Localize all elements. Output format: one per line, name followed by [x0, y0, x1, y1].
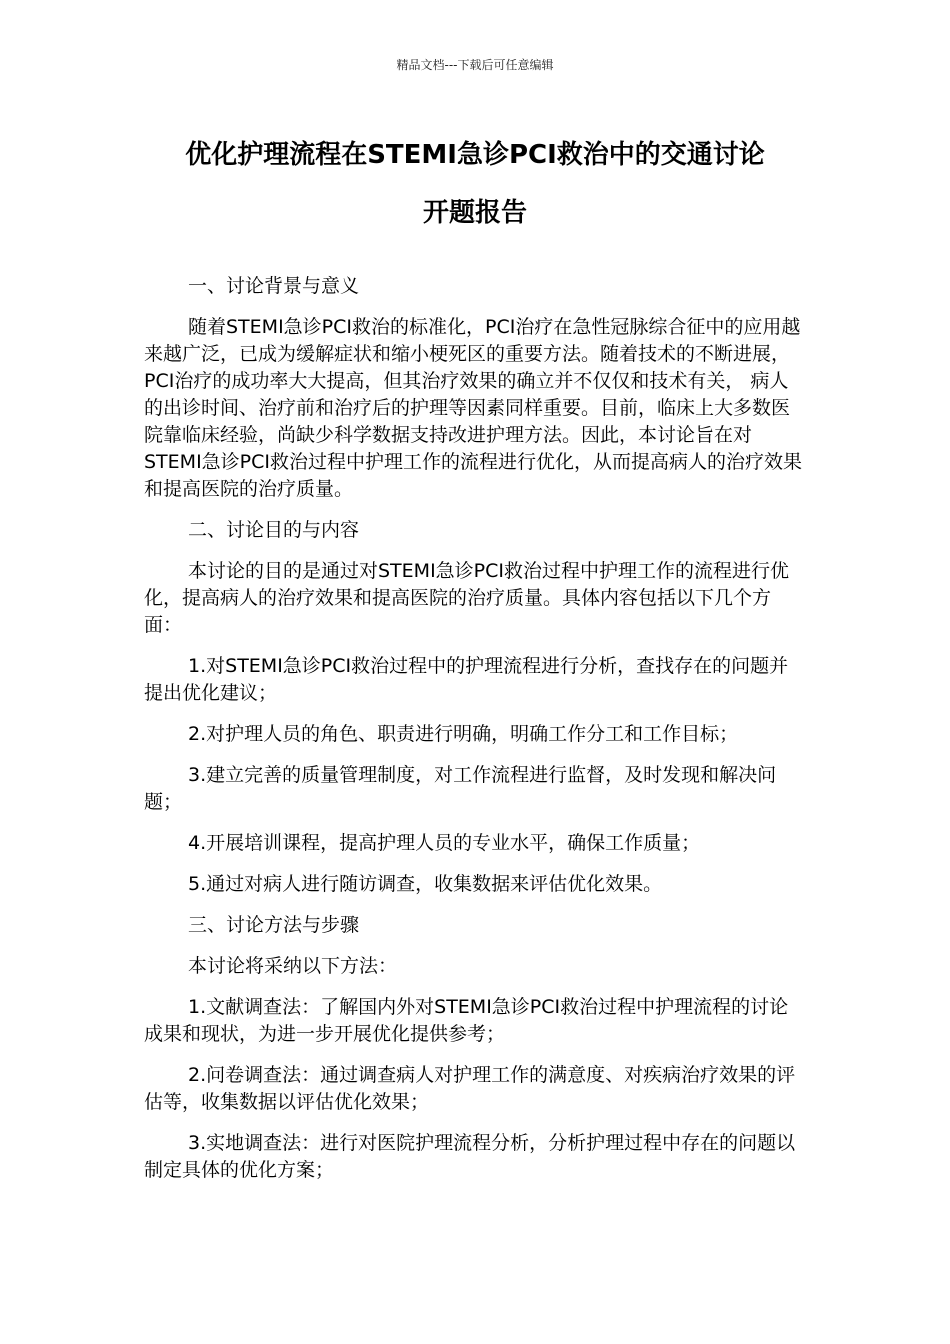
list-item-objective-1: 1.对STEMI急诊PCI救治过程中的护理流程进行分析，查找存在的问题并提出优化建议；	[144, 655, 789, 704]
document-title-line-2: 开题报告	[422, 198, 527, 228]
list-item-objective-4: 4.开展培训课程，提高护理人员的专业水平，确保工作质量；	[188, 832, 701, 854]
section-heading-background: 一、讨论背景与意义	[188, 275, 360, 297]
page-header: 精品文档---下载后可任意编辑	[396, 58, 554, 72]
list-item-objective-5: 5.通过对病人进行随访调查，收集数据来评估优化效果。	[188, 873, 663, 895]
section-heading-objectives: 二、讨论目的与内容	[188, 519, 360, 541]
paragraph-methods-intro: 本讨论将采纳以下方法：	[188, 955, 398, 977]
document-title-line-1: 优化护理流程在STEMI急诊PCI救治中的交通讨论	[185, 140, 765, 170]
paragraph-objectives-intro: 本讨论的目的是通过对STEMI急诊PCI救治过程中护理工作的流程进行优化，提高病人的治疗效果和提高医院的治疗质量。具体内容包括以下几个方面：	[144, 560, 789, 636]
list-item-objective-3: 3.建立完善的质量管理制度，对工作流程进行监督，及时发现和解决问题；	[144, 764, 777, 813]
list-item-method-3: 3.实地调查法：进行对医院护理流程分析，分析护理过程中存在的问题以制定具体的优化方案；	[144, 1132, 796, 1181]
paragraph-background: 随着STEMI急诊PCI救治的标准化，PCI治疗在急性冠脉综合征中的应用越来越广泛，已成为缓解症状和缩小梗死区的重要方法。随着技术的不断进展，PCI治疗的成功率大大提高，但其治疗效果的确立并不仅仅和技术有关， 病人的出诊时间、治疗前和治疗后的护理等因素同样重要。目前，临床上大多数医院靠临床经验，尚缺少科学数据支持改进护理方法。因此，本讨论旨在对STEMI急诊PCI救治过程中护理工作的流程进行优化，从而提高病人的治疗效果和提高医院的治疗质量。	[144, 316, 802, 500]
list-item-method-1: 1.文献调查法：了解国内外对STEMI急诊PCI救治过程中护理流程的讨论成果和现状，为进一步开展优化提供参考；	[144, 996, 789, 1045]
document-body	[144, 273, 806, 1184]
list-item-objective-2: 2.对护理人员的角色、职责进行明确，明确工作分工和工作目标；	[188, 723, 739, 745]
list-item-method-2: 2.问卷调查法：通过调查病人对护理工作的满意度、对疾病治疗效果的评估等，收集数据以评估优化效果；	[144, 1064, 796, 1113]
section-heading-methods: 三、讨论方法与步骤	[188, 914, 360, 936]
